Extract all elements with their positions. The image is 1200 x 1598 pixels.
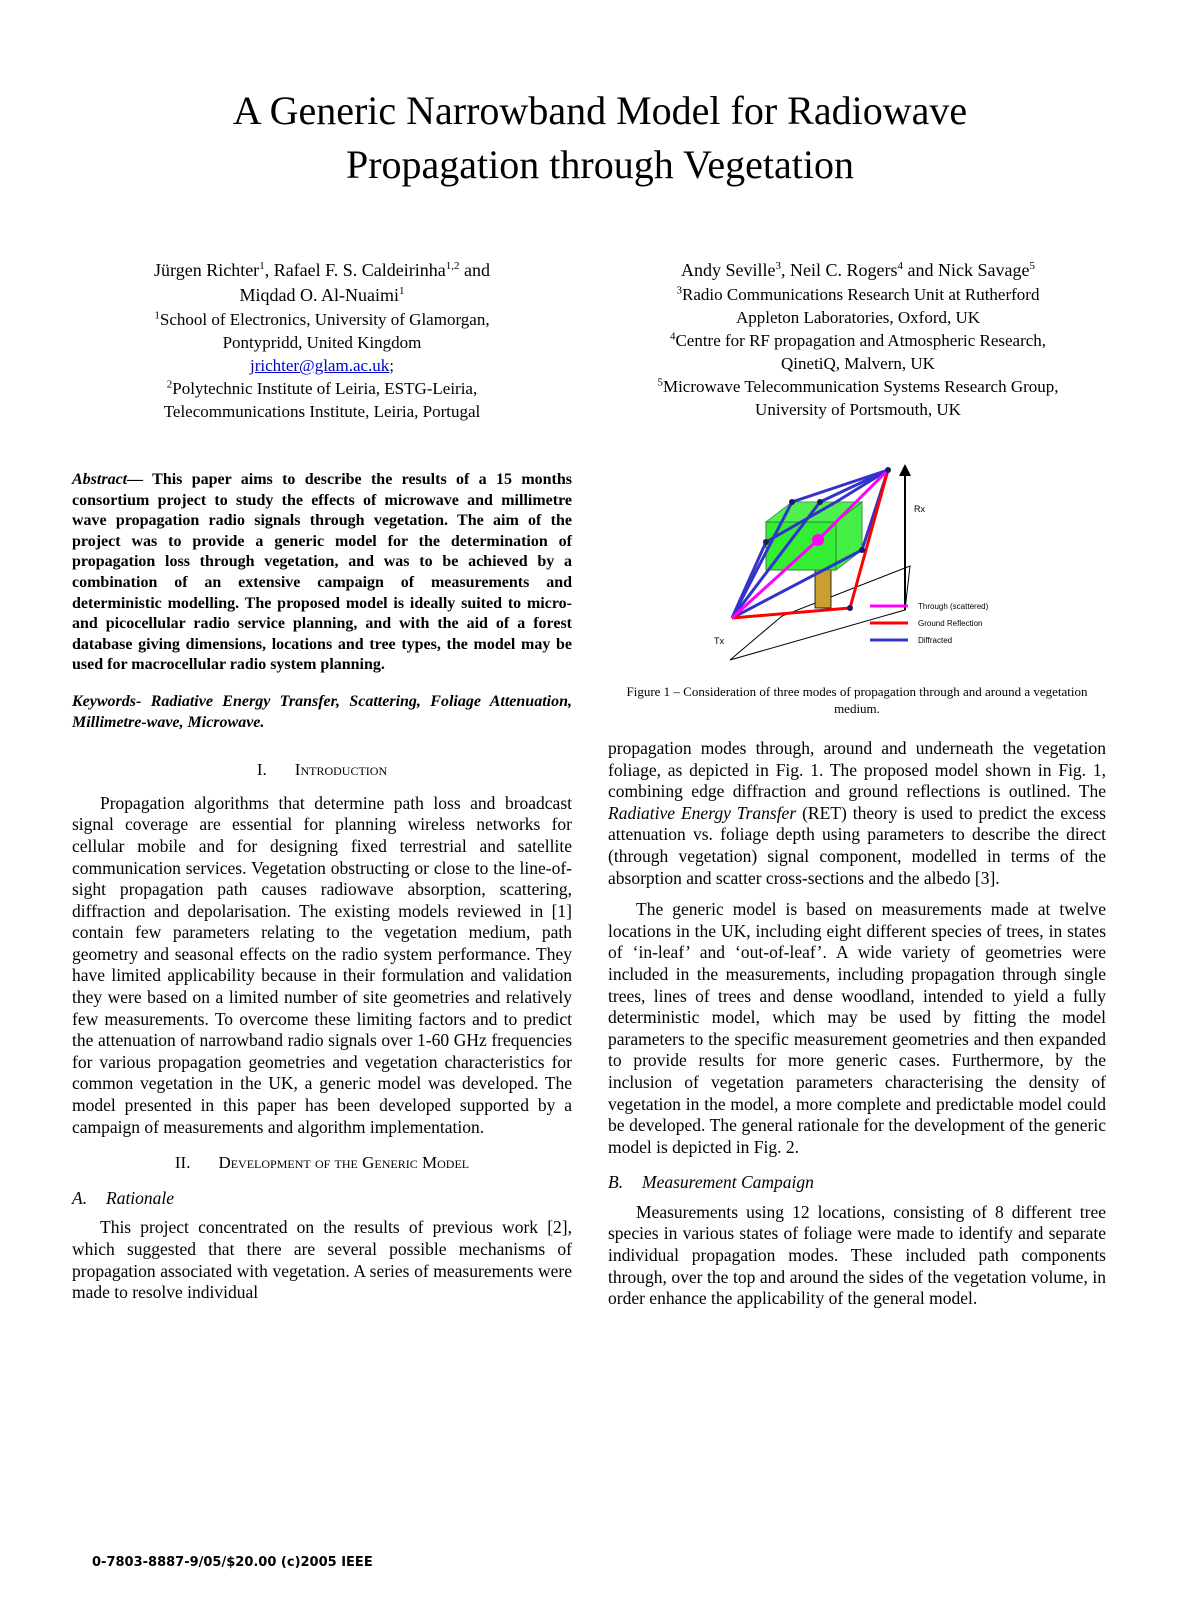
title-line-2: Propagation through Vegetation [345,142,855,187]
affiliation-4: $^4$Centre for RF propagation and Atmospheric Research, QinetiQ, Malvern, UK [669,330,1047,373]
abstract-text: This paper aims to describe the results of a 15 months consortium project to study the effects of microwave and millimetre wave propagation radio signals through vegetation. The aim of the project was to provide a generic model for the determination of propagation loss through vegetation, and was to be achieved by a combination of an extensive campaign of measurements and deterministic modelling. The proposed model is ideally suited to micro- and picocellular radio service planning, and with the aid of a forest database giving dimensions, locations and tree types, the model may be used for macrocellular radio system planning. [72,471,572,674]
node-3 [763,539,769,545]
author-names-right: Andy Seville$^3$, Neil C. Rogers$^4$ and Nick Savage$^5$ [681,260,1035,280]
rx-label: Rx [914,504,925,514]
node-1 [789,499,795,505]
node-6 [885,467,891,473]
subsection-heading-measurement-campaign: B. Measurement Campaign [608,1172,814,1193]
figure-1-caption: Figure 1 – Consideration of three modes of propagation through and around a vegetation medium. [626,684,1088,716]
node-4 [859,547,865,553]
scattering-centre [812,534,824,546]
subsection-heading-rationale: A. Rationale [72,1187,175,1208]
section-heading-introduction: I. Introduction [256,760,388,780]
rx-axis-arrowhead [899,464,911,476]
tx-label: Tx [714,636,724,646]
right-paragraph-1: propagation modes through, around and underneath the vegetation foliage, as depicted in Fig. 1. The proposed model shown in Fig. 1, combining edge diffraction and ground reflections is outlined. The Radiative Energy Transfer (RET) theory is used to predict the excess attenuation vs. foliage depth using parameters to describe the direct (through vegetation) signal component, modelled in terms of the absorption and scatter cross-sections and the albedo [3]. [608,738,1106,888]
section-heading-development: II. Development of the Generic Model [174,1153,470,1173]
rationale-paragraph: This project concentrated on the results of previous work [2], which suggested that there are several possible mechanisms of propagation associated with vegetation. A series of measurements were made to resolve individual [72,1217,572,1303]
figure-1-diagram [700,458,1020,678]
right-column [608,738,1106,1320]
legend-label-diffracted: Diffracted [918,636,953,645]
author-email-link[interactable]: jrichter@glam.ac.uk [249,356,390,375]
title-line-1: A Generic Narrowband Model for Radiowave [232,88,968,133]
affiliation-3: $^3$Radio Communications Research Unit at Rutherford Appleton Laboratories, Oxford, UK [676,284,1040,327]
authors-left-block [72,258,572,423]
abstract [72,470,572,676]
figure-legend [870,602,989,645]
right-paragraph-2: The generic model is based on measurements made at twelve locations in the UK, including eight different species of trees, in states of ‘in-leaf’ and ‘out-of-leaf’. A wide variety of geometries were included in the measurements, including propagation through single trees, lines of trees and dense woodland, intended to yield a fully deterministic model, which may be used by fitting the model parameters to the specific measurement geometries and then expanded to provide results for more generic cases. Furthermore, by the inclusion of vegetation parameters characterising the density of vegetation in the model, a more complete and predictable model could be developed. The general rationale for the development of the generic model is depicted in Fig. 2. [608,899,1106,1157]
keywords: Keywords- Radiative Energy Transfer, Scattering, Foliage Attenuation, Millimetre-wave, Microwave. [72,692,572,731]
paper-title [0,84,1200,192]
node-5 [847,605,853,611]
abstract-label: Abstract— [72,471,144,488]
author-names-left: Jürgen Richter$^1$, Rafael F. S. Caldeirinha$^{1,2}$ and Miqdad O. Al-Nuaimi$^1$ [154,260,490,305]
authors-right-block [608,258,1108,421]
affiliation-1: $^1$School of Electronics, University of Glamorgan, Pontypridd, United Kingdom jrichter@glam.ac.uk; [154,309,490,375]
intro-paragraph: Propagation algorithms that determine path loss and broadcast signal coverage are essential for planning wireless networks for cellular mobile and for designing fixed terrestrial and satellite communication services. Vegetation obstructing or close to the line-of-sight propagation path causes radiowave absorption, scattering, diffraction and depolarisation. The existing models reviewed in [1] contain few parameters relating to the vegetation medium, path geometry and seasonal effects on the radio system performance. They have limited applicability because in their formulation and validation they were based on a limited number of site geometries and relatively few measurements. To overcome these limiting factors and to predict the attenuation of narrowband radio signals over 1-60 GHz frequencies for various propagation geometries and vegetation characteristics for common vegetation in the UK, a generic model was developed. The model presented in this paper has been developed supported by a campaign of measurements and algorithm implementation. [72,792,572,1137]
affiliation-2: $^2$Polytechnic Institute of Leiria, ESTG-Leiria, Telecommunications Institute, Leiria, Portugal [163,378,481,421]
tree-trunk [815,570,831,608]
legend-label-through: Through (scattered) [918,602,989,611]
legend-label-ground: Ground Reflection [918,619,983,628]
right-paragraph-3: Measurements using 12 locations, consisting of 8 different tree species in various states of foliage were made to identify and separate individual propagation modes. These included path components through, over the top and around the sides of the vegetation volume, in order enhance the applicability of the general model. [608,1201,1106,1309]
node-2 [817,499,823,505]
left-column [72,470,572,1314]
copyright-footer: 0-7803-8887-9/05/$20.00 (c)2005 IEEE [92,1555,373,1570]
affiliation-5: $^5$Microwave Telecommunication Systems Research Group, University of Portsmouth, UK [657,376,1059,419]
